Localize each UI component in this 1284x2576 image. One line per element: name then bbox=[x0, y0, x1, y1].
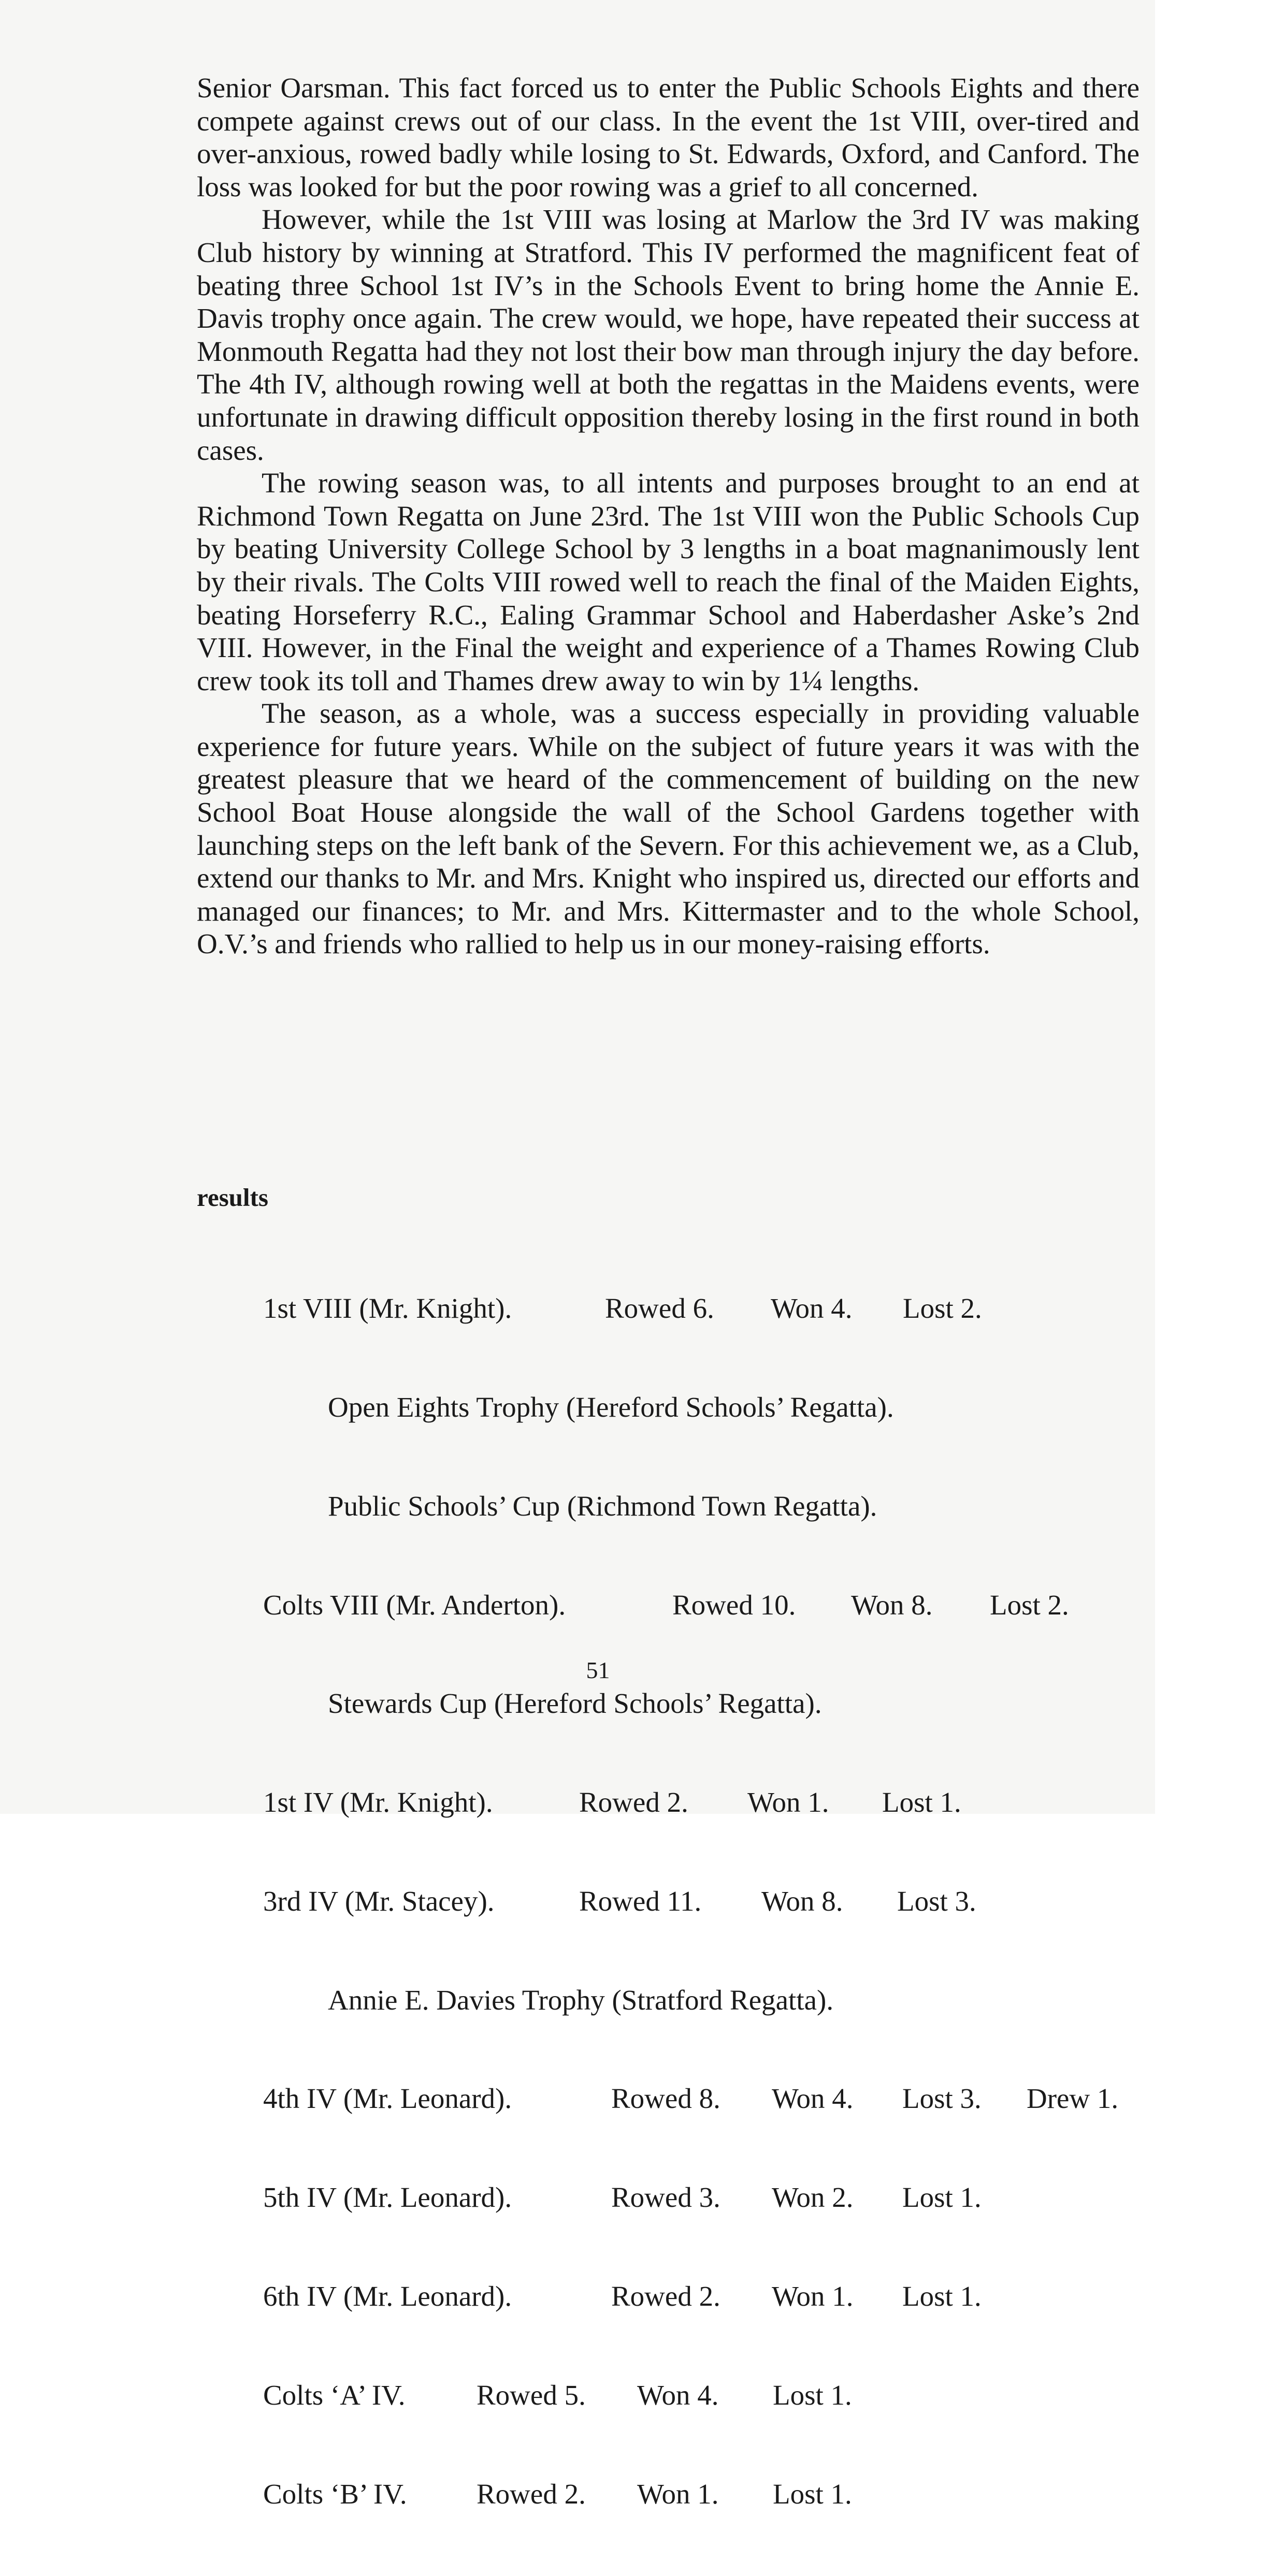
paragraph-1: Senior Oarsman. This fact forced us to enter the Public Schools Eights and there compete against crews out of our class. In the event the 1st VIII, over-tired and over-anxious, rowed badly while losing to St. Edwards, Oxford, and Canford. The loss was looked for but the poor rowing was a grief to all concerned. bbox=[197, 72, 1139, 202]
result-rowed: Rowed 11. bbox=[579, 1885, 702, 1917]
result-rowed: Rowed 8. bbox=[611, 2083, 720, 2115]
result-won: Won 1. bbox=[637, 2478, 719, 2510]
result-rowed: Rowed 5. bbox=[477, 2379, 586, 2411]
result-lost: Lost 1. bbox=[902, 2280, 982, 2312]
result-crew: 4th IV (Mr. Leonard). bbox=[263, 2083, 512, 2115]
result-won: Won 8. bbox=[761, 1885, 843, 1917]
paragraph-3: The rowing season was, to all intents and purposes brought to an end at Richmond Town Regatta on June 23rd. The 1st VIII won the Public Schools Cup by beating University College School by 3 lengths in a boat magnanimously lent by their rivals. The Colts VIII rowed well to reach the final of the Maiden Eights, beating Horseferry R.C., Ealing Grammar School and Haberdasher Aske’s 2nd VIII. However, in the Final the weight and experience of a Thames Rowing Club crew took its toll and Thames drew away to win by 1¼ lengths. bbox=[197, 467, 1139, 696]
result-trophy: Open Eights Trophy (Hereford Schools’ Regatta). bbox=[328, 1391, 894, 1423]
result-row-1st-iv bbox=[263, 1786, 1118, 1819]
result-trophy: Public Schools’ Cup (Richmond Town Regatta). bbox=[328, 1490, 877, 1522]
result-won: Won 4. bbox=[772, 2083, 854, 2115]
result-lost: Lost 3. bbox=[897, 1885, 976, 1917]
result-crew: 1st VIII (Mr. Knight). bbox=[263, 1292, 512, 1325]
results-heading: results bbox=[197, 1183, 268, 1212]
result-lost: Lost 2. bbox=[903, 1292, 982, 1325]
paragraph-4: The season, as a whole, was a success especially in providing valuable experience for future years. While on the subject of future years it was with the greatest pleasure that we heard of the commencement of building on the new School Boat House alongside the wall of the School Gardens together with launching steps on the left bank of the Severn. For this achievement we, as a Club, extend our thanks to Mr. and Mrs. Knight who inspired us, directed our efforts and managed our finances; to Mr. and Mrs. Kittermaster and to the whole School, O.V.’s and friends who rallied to help us in our money-raising efforts. bbox=[197, 697, 1139, 960]
result-rowed: Rowed 2. bbox=[579, 1786, 688, 1818]
result-rowed: Rowed 2. bbox=[477, 2478, 586, 2510]
result-crew: Colts ‘A’ IV. bbox=[263, 2379, 406, 2411]
result-row-1st-viii bbox=[263, 1292, 1118, 1325]
result-rowed: Rowed 2. bbox=[611, 2280, 720, 2312]
result-lost: Lost 3. bbox=[902, 2083, 982, 2115]
result-rowed: Rowed 3. bbox=[611, 2181, 720, 2214]
result-lost: Lost 2. bbox=[990, 1589, 1069, 1621]
result-row-6th-iv bbox=[263, 2280, 1118, 2313]
result-won: Won 4. bbox=[771, 1292, 853, 1325]
result-rowed: Rowed 10. bbox=[672, 1589, 796, 1621]
result-lost: Lost 1. bbox=[773, 2379, 852, 2411]
result-crew: 3rd IV (Mr. Stacey). bbox=[263, 1885, 495, 1917]
result-row-3rd-iv bbox=[263, 1885, 1118, 1918]
result-trophy: Annie E. Davies Trophy (Stratford Regatta). bbox=[328, 1984, 834, 2016]
result-crew: 5th IV (Mr. Leonard). bbox=[263, 2181, 512, 2214]
result-drew: Drew 1. bbox=[1027, 2083, 1119, 2115]
paragraph-2: However, while the 1st VIII was losing at Marlow the 3rd IV was making Club history by winning at Stratford. This IV performed the magnificent feat of beating three School 1st IV’s in the Schools Event to bring home the Annie E. Davis trophy once again. The crew would, we hope, have repeated their success at Monmouth Regatta had they not lost their bow man through injury the day before. The 4th IV, although rowing well at both the regattas in the Maidens events, were unfortunate in drawing difficult opposition thereby losing in the first round in both cases. bbox=[197, 203, 1139, 466]
result-lost: Lost 1. bbox=[902, 2181, 982, 2214]
results-list bbox=[263, 1226, 1118, 2576]
result-row-colts-a-iv bbox=[263, 2379, 1118, 2412]
page-number: 51 bbox=[586, 1657, 610, 1683]
result-crew: Colts ‘B’ IV. bbox=[263, 2478, 407, 2510]
result-lost: Lost 1. bbox=[773, 2478, 852, 2510]
result-lost: Lost 1. bbox=[882, 1786, 961, 1818]
result-row-5th-iv bbox=[263, 2181, 1118, 2214]
result-won: Won 8. bbox=[851, 1589, 933, 1621]
result-won: Won 2. bbox=[772, 2181, 854, 2214]
result-row-colts-b-iv bbox=[263, 2478, 1118, 2511]
result-won: Won 1. bbox=[747, 1786, 829, 1818]
result-trophy: Stewards Cup (Hereford Schools’ Regatta). bbox=[328, 1687, 822, 1720]
result-row-colts-viii bbox=[263, 1589, 1118, 1622]
result-row-4th-iv bbox=[263, 2082, 1118, 2115]
body-text bbox=[197, 71, 1139, 960]
result-won: Won 1. bbox=[772, 2280, 854, 2312]
result-rowed: Rowed 6. bbox=[605, 1292, 714, 1325]
result-crew: 1st IV (Mr. Knight). bbox=[263, 1786, 493, 1818]
result-crew: 6th IV (Mr. Leonard). bbox=[263, 2280, 512, 2312]
result-crew: Colts VIII (Mr. Anderton). bbox=[263, 1589, 566, 1621]
result-won: Won 4. bbox=[637, 2379, 719, 2411]
